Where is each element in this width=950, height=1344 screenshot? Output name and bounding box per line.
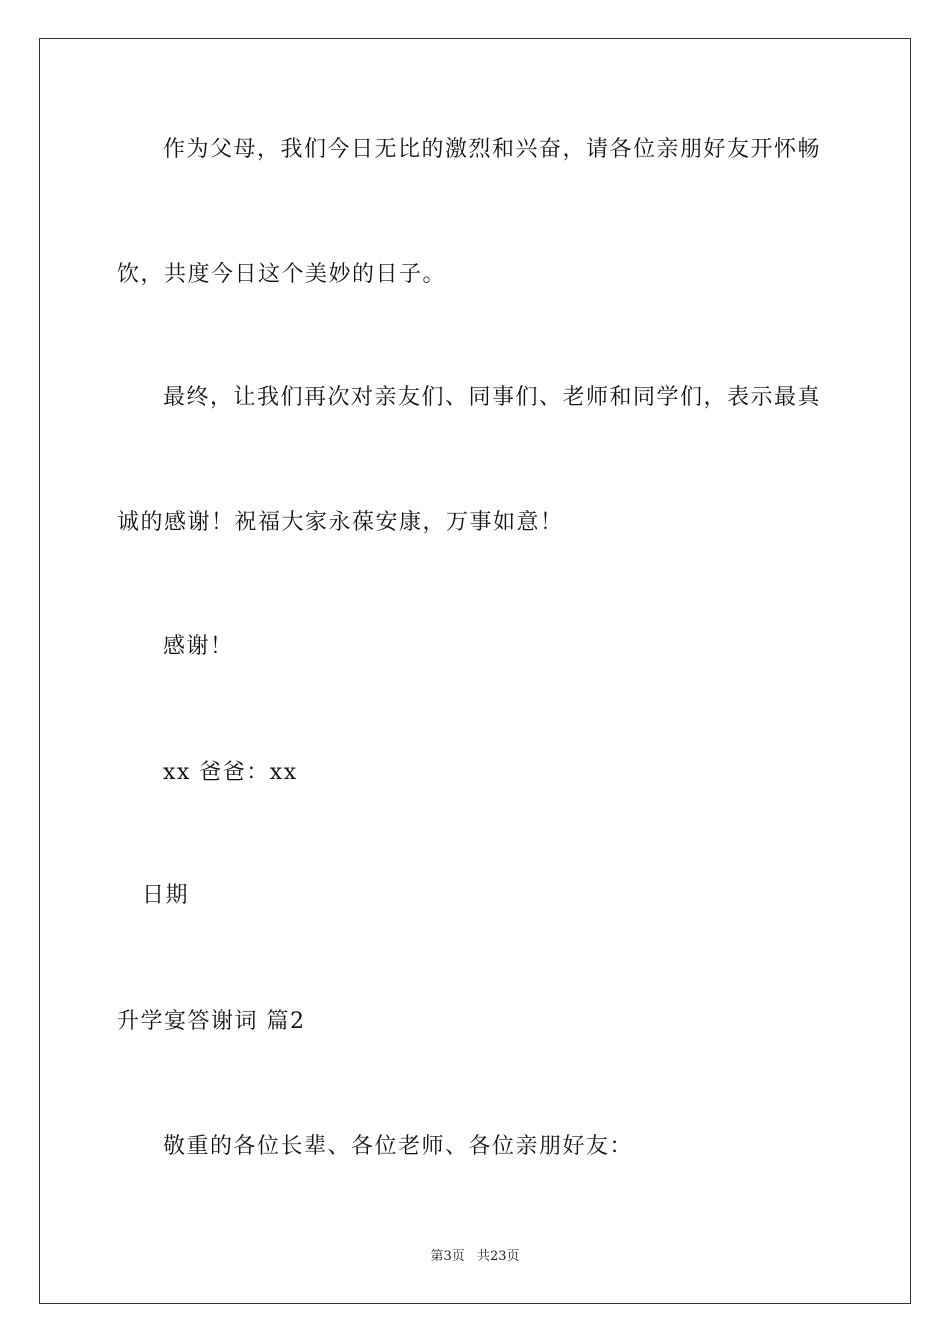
paragraph-line: 最终，让我们再次对亲友们、同事们、老师和同学们，表示最真 [163, 385, 822, 410]
page-footer [0, 1247, 950, 1267]
salutation-line: 敬重的各位长辈、各位老师、各位亲朋好友： [163, 1134, 634, 1159]
signature-line: xx 爸爸：xx [163, 760, 298, 785]
paragraph-line: 作为父母，我们今日无比的激烈和兴奋，请各位亲朋好友开怀畅 [163, 137, 822, 162]
page-border [39, 38, 911, 1304]
date-line: 日期 [142, 883, 190, 908]
paragraph-line: 饮，共度今日这个美妙的日子。 [117, 262, 447, 287]
page-number: 第3页 [430, 1249, 465, 1264]
section-heading: 升学宴答谢词 篇2 [117, 1009, 306, 1034]
paragraph-line: 诚的感谢！祝福大家永葆安康，万事如意！ [117, 510, 564, 535]
total-pages: 共23页 [476, 1249, 520, 1264]
paragraph-line: 感谢！ [163, 634, 234, 659]
